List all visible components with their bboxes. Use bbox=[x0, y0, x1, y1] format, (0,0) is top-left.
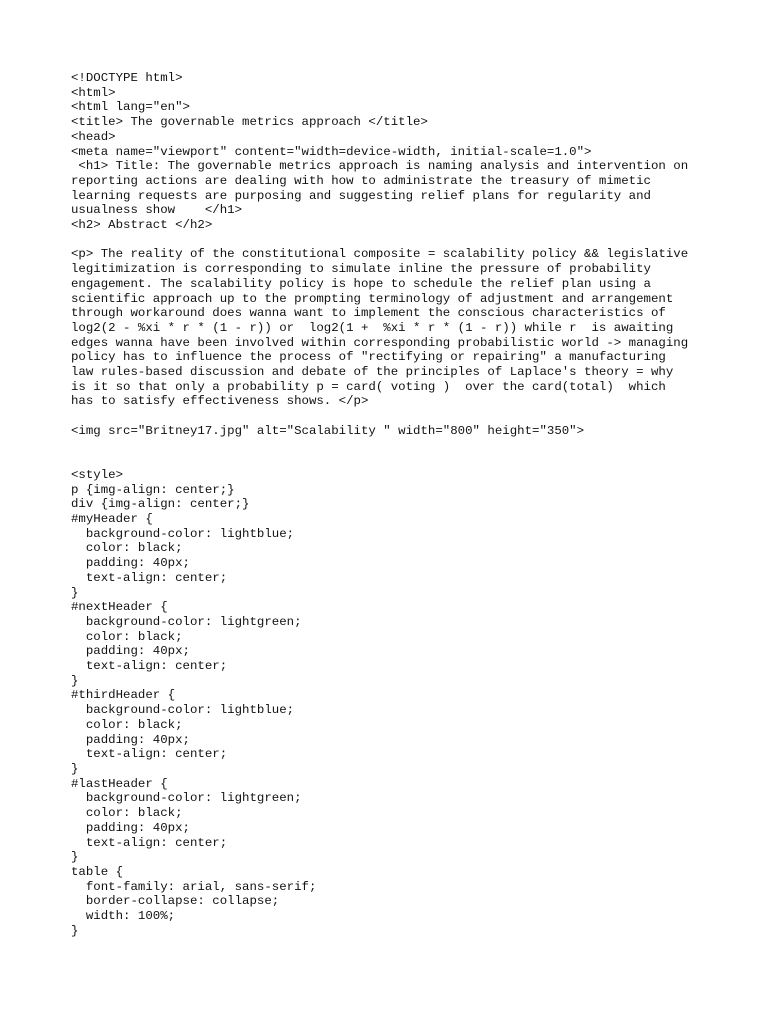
document-line: background-color: lightblue; bbox=[71, 703, 295, 718]
document-line bbox=[71, 409, 731, 424]
document-line: text-align: center; bbox=[71, 570, 228, 585]
document-line: law rules-based discussion and debate of the principles of Laplace's theory = why bbox=[71, 365, 674, 380]
document-line: policy has to influence the process of "rectifying or repairing" a manufacturing bbox=[71, 350, 666, 365]
document-line: table { bbox=[71, 864, 124, 879]
document-line: edges wanna have been involved within corresponding probabilistic world -> managing bbox=[71, 335, 689, 350]
document-line: color: black; bbox=[71, 806, 183, 821]
document-line: background-color: lightgreen; bbox=[71, 614, 302, 629]
document-line: <h2> Abstract </h2> bbox=[71, 218, 213, 233]
document-line: color: black; bbox=[71, 717, 183, 732]
document-line: p {img-align: center;} bbox=[71, 482, 235, 497]
document-line: #nextHeader { bbox=[71, 600, 168, 615]
document-line: <meta name="viewport" content="width=device-width, initial-scale=1.0"> bbox=[71, 144, 592, 159]
document-line: #myHeader { bbox=[71, 512, 153, 527]
document-line bbox=[71, 439, 731, 454]
document-line: <title> The governable metrics approach </title> bbox=[71, 115, 428, 130]
document-line: <p> The reality of the constitutional composite = scalability policy && legislative bbox=[71, 247, 689, 262]
document-line bbox=[71, 233, 731, 248]
document-line: background-color: lightgreen; bbox=[71, 791, 302, 806]
document-line: <h1> Title: The governable metrics approach is naming analysis and intervention on bbox=[71, 159, 689, 174]
document-line: <style> bbox=[71, 467, 124, 482]
document-page bbox=[71, 71, 731, 938]
document-line: learning requests are purposing and suggesting relief plans for regularity and bbox=[71, 188, 651, 203]
document-line: text-align: center; bbox=[71, 747, 228, 762]
document-line bbox=[71, 453, 731, 468]
document-line: <!DOCTYPE html> bbox=[71, 71, 183, 85]
document-line: <html> bbox=[71, 85, 116, 100]
document-line: } bbox=[71, 673, 79, 688]
document-line: <img src="Britney17.jpg" alt="Scalability " width="800" height="350"> bbox=[71, 423, 585, 438]
document-line: font-family: arial, sans-serif; bbox=[71, 879, 317, 894]
document-text-block bbox=[71, 71, 731, 938]
document-line: padding: 40px; bbox=[71, 820, 190, 835]
document-line: log2(2 - %xi * r * (1 - r)) or log2(1 + %xi * r * (1 - r)) while r is awaiting bbox=[71, 320, 674, 335]
document-line: has to satisfy effectiveness shows. </p> bbox=[71, 394, 369, 409]
document-line: width: 100%; bbox=[71, 909, 176, 924]
document-line: } bbox=[71, 923, 79, 938]
document-line: engagement. The scalability policy is hope to schedule the relief plan using a bbox=[71, 276, 651, 291]
document-line: padding: 40px; bbox=[71, 556, 190, 571]
document-line: scientific approach up to the prompting terminology of adjustment and arrangement bbox=[71, 291, 674, 306]
document-line: legitimization is corresponding to simulate inline the pressure of probability bbox=[71, 262, 651, 277]
document-line: } bbox=[71, 585, 79, 600]
document-line: color: black; bbox=[71, 541, 183, 556]
document-line: <head> bbox=[71, 129, 116, 144]
document-line: div {img-align: center;} bbox=[71, 497, 250, 512]
document-line: #thirdHeader { bbox=[71, 688, 176, 703]
document-line: is it so that only a probability p = card( voting ) over the card(total) which bbox=[71, 379, 666, 394]
document-line: } bbox=[71, 761, 79, 776]
document-line: padding: 40px; bbox=[71, 644, 190, 659]
document-line: border-collapse: collapse; bbox=[71, 894, 280, 909]
document-line: } bbox=[71, 850, 79, 865]
document-line: #lastHeader { bbox=[71, 776, 168, 791]
document-line: usualness show </h1> bbox=[71, 203, 243, 218]
document-line: padding: 40px; bbox=[71, 732, 190, 747]
document-line: background-color: lightblue; bbox=[71, 526, 295, 541]
document-line: color: black; bbox=[71, 629, 183, 644]
document-line: text-align: center; bbox=[71, 835, 228, 850]
document-line: through workaround does wanna want to implement the conscious characteristics of bbox=[71, 306, 666, 321]
document-line: text-align: center; bbox=[71, 659, 228, 674]
document-line: reporting actions are dealing with how to administrate the treasury of mimetic bbox=[71, 173, 651, 188]
document-line: <html lang="en"> bbox=[71, 100, 190, 115]
